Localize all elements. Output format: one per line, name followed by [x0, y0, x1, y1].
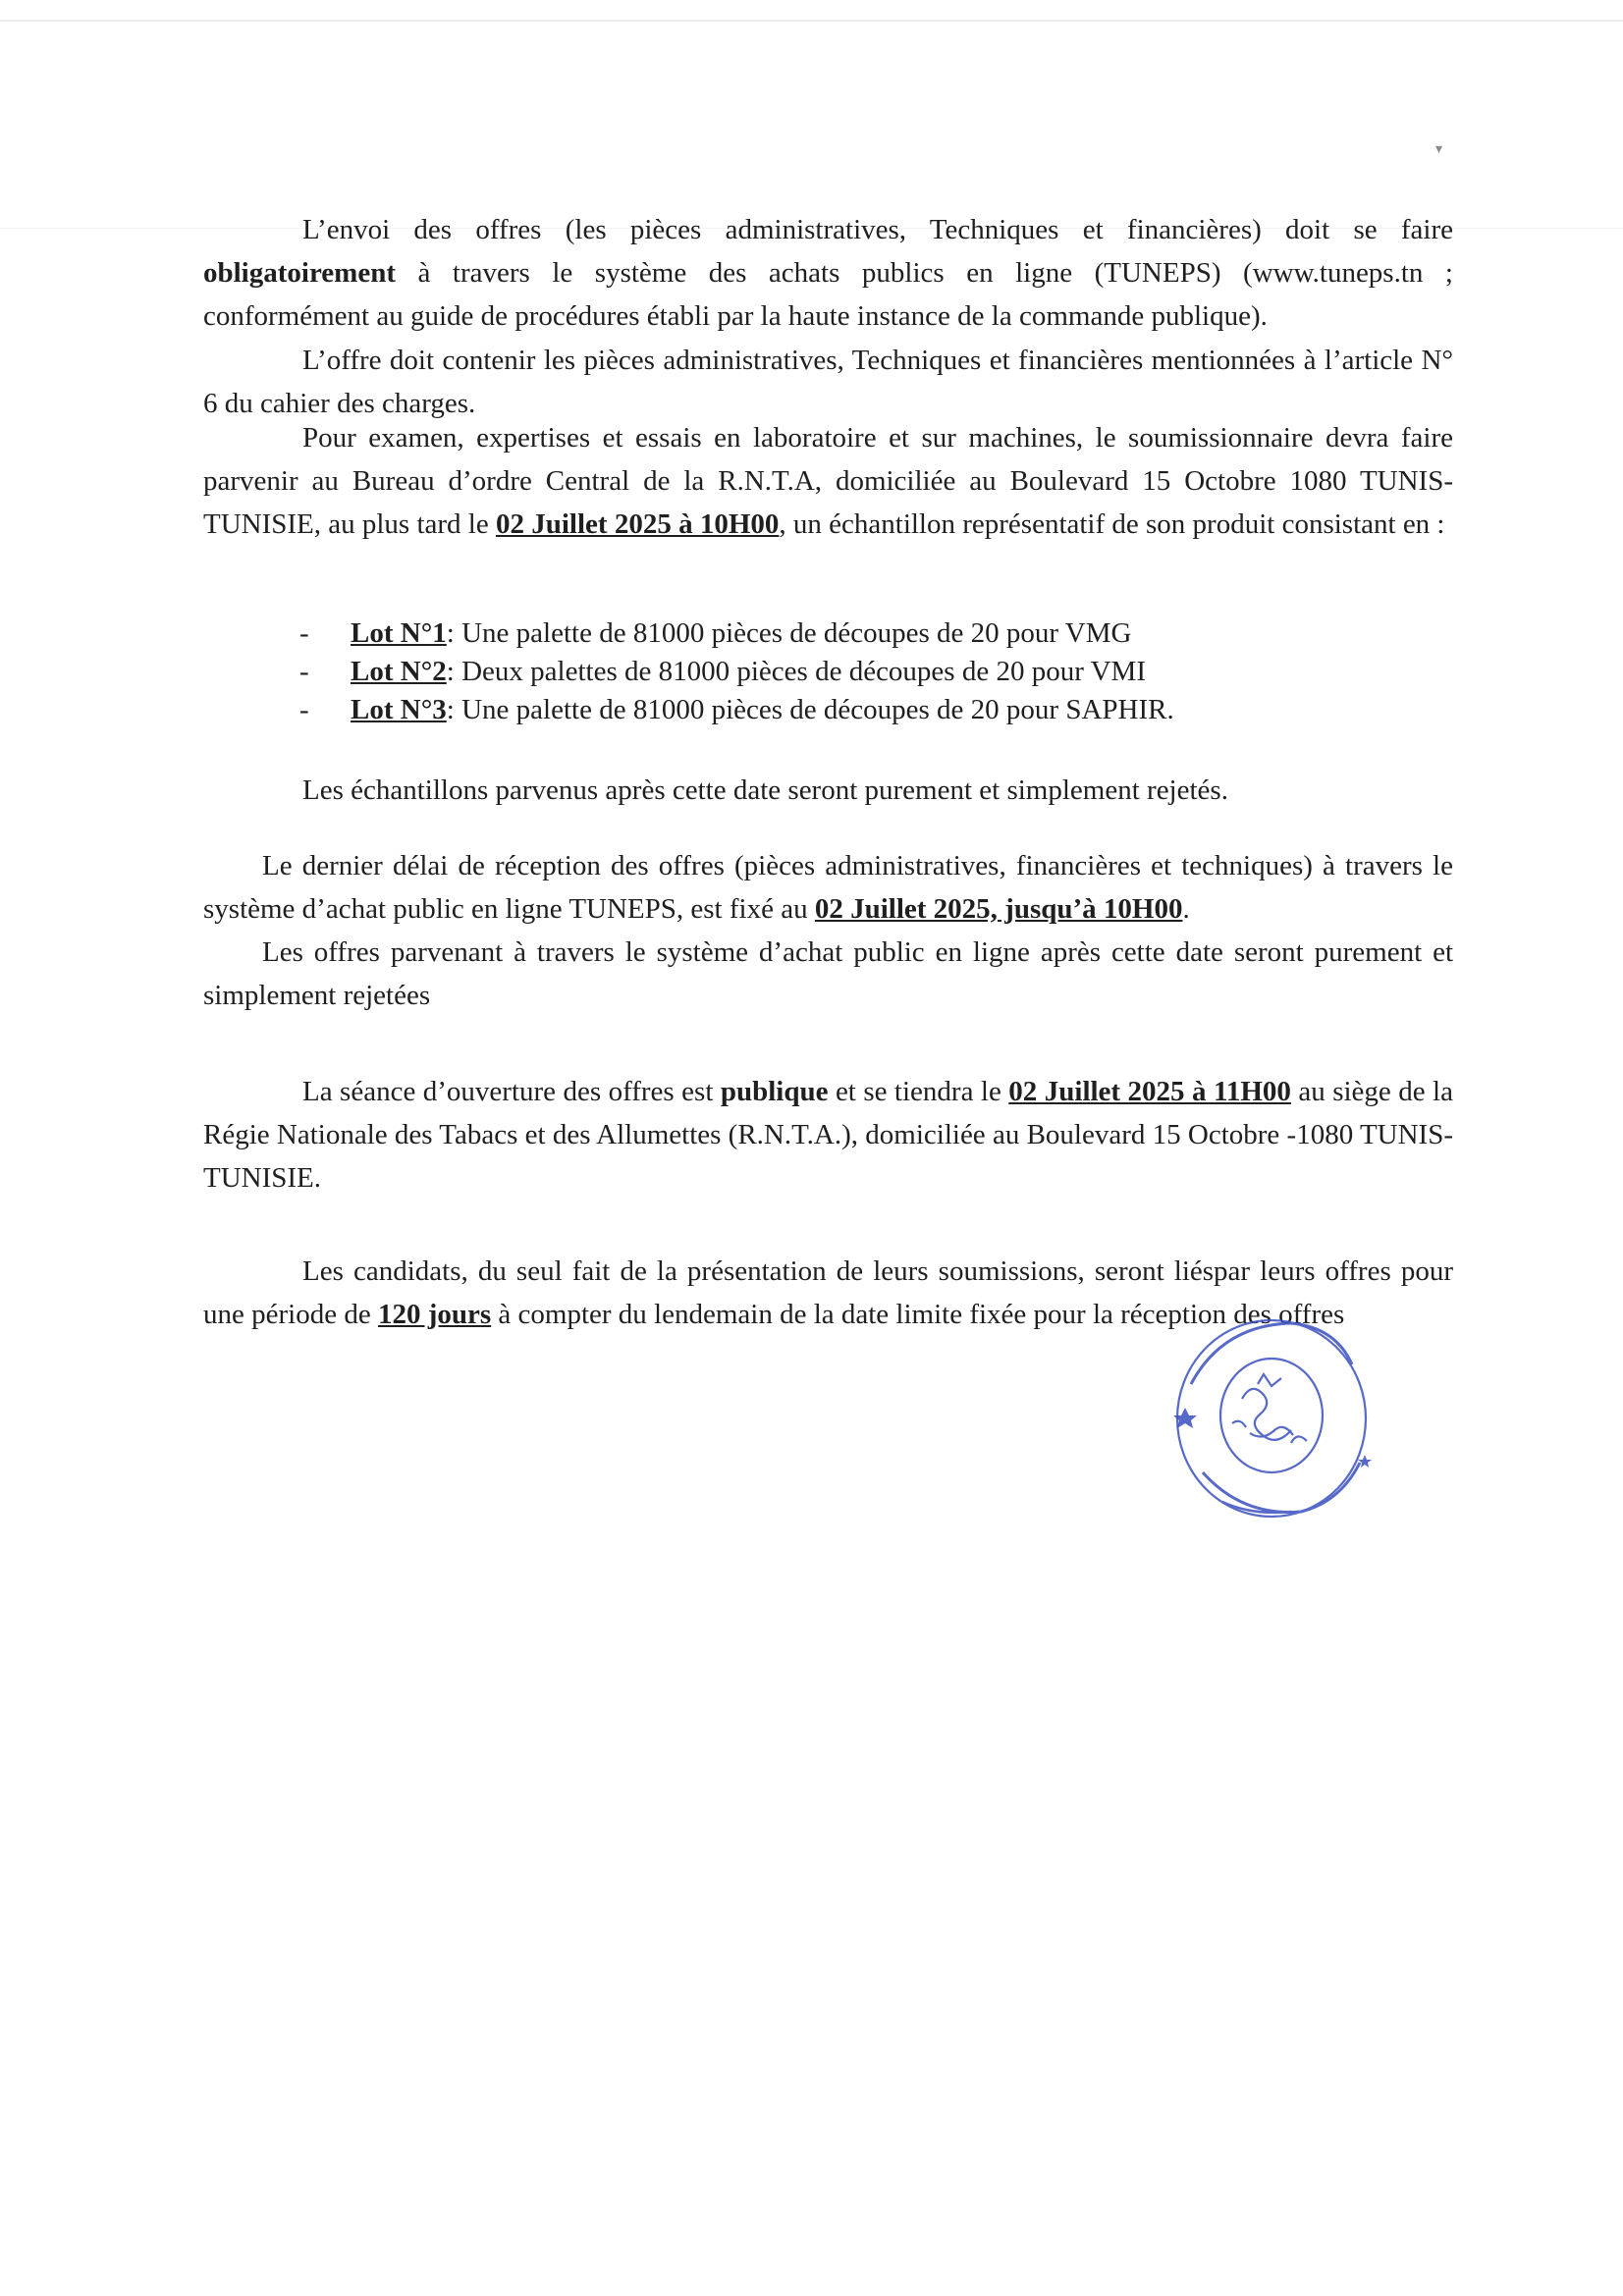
lot-label: Lot N°3 — [351, 694, 447, 725]
paragraph-text: , un échantillon représentatif de son produit consistant en : — [779, 508, 1445, 540]
paragraph-text: à travers le système des achats publics en ligne (TUNEPS) (www.tuneps.tn ; — [396, 257, 1453, 289]
scan-speck: ▾ — [1435, 142, 1443, 157]
sample-deadline: 02 Juillet 2025 à 10H00 — [496, 508, 780, 540]
lot-label: Lot N°1 — [351, 617, 447, 649]
bold-keyword: obligatoirement — [203, 257, 396, 289]
paragraph-submission-method — [203, 208, 1453, 338]
paragraph-text: Les candidats, du seul fait de la présentation de leurs soumissions, seront liéspar leurs offres pour une période de — [203, 1255, 1453, 1330]
paragraph-text: Les offres parvenant à travers le système d’achat public en ligne après cette date seront purement et simplement rejetées — [203, 936, 1453, 1011]
lot-description: : Une palette de 81000 pièces de découpes de 20 pour VMG — [446, 617, 1132, 649]
list-dash: - — [299, 656, 309, 687]
paragraph-offer-deadline — [203, 844, 1453, 1017]
paragraph-late-samples — [203, 769, 1453, 812]
validity-duration: 120 jours — [377, 1299, 492, 1330]
offer-deadline: 02 Juillet 2025, jusqu’à 10H00 — [814, 893, 1183, 925]
paragraph-text: La séance d’ouverture des offres est — [302, 1076, 721, 1107]
scan-artifact-line — [0, 20, 1623, 22]
paragraph-samples — [203, 416, 1453, 546]
lot-label: Lot N°2 — [351, 656, 447, 687]
paragraph-text: à compter du lendemain de la date limite fixée pour la réception des offres — [491, 1299, 1345, 1330]
list-item-lot-1 — [299, 614, 1380, 653]
paragraph-text: au siège de la Régie Nationale des Tabacs et des Allumettes (R.N.T.A.), domiciliée au Boulevard 15 Octobre -1080 TUNIS-TUNISIE. — [203, 1076, 1453, 1194]
list-item-lot-2 — [299, 653, 1380, 691]
paragraph-text: Les échantillons parvenus après cette date seront purement et simplement rejetés. — [302, 774, 1228, 806]
paragraph-text: L’offre doit contenir les pièces administratives, Techniques et financières mentionnées à l’article N° 6 du cahier des charges. — [203, 345, 1453, 419]
lot-description: : Une palette de 81000 pièces de découpes de 20 pour SAPHIR. — [446, 694, 1174, 725]
paragraph-text: conformément au guide de procédures établi par la haute instance de la commande publique). — [203, 300, 1268, 332]
official-seal-stamp-icon — [1163, 1306, 1380, 1541]
list-item-lot-3 — [299, 691, 1380, 729]
paragraph-opening-session — [203, 1070, 1453, 1200]
bold-keyword: publique — [720, 1076, 829, 1107]
paragraph-text: L’envoi des offres (les pièces administratives, Techniques et financières) doit se faire — [302, 214, 1453, 245]
lot-description: : Deux palettes de 81000 pièces de découpes de 20 pour VMI — [446, 656, 1146, 687]
paragraph-offer-content — [203, 339, 1453, 425]
list-dash: - — [299, 617, 309, 649]
list-dash: - — [299, 694, 309, 725]
paragraph-text: . — [1182, 893, 1190, 925]
paragraph-text: Pour examen, expertises et essais en laboratoire et sur machines, le soumissionnaire devra faire parvenir au Bureau d’ordre Central de la R.N.T.A, domiciliée au Boulevard 15 Octobre 1080 TUNIS-TUNISIE, au plus tard le — [203, 422, 1453, 540]
paragraph-text: Le dernier délai de réception des offres (pièces administratives, financières et techniques) à travers le système d’achat public en ligne TUNEPS, est fixé au — [203, 850, 1453, 925]
lots-list — [299, 614, 1380, 729]
paragraph-text: et se tiendra le — [828, 1076, 1009, 1107]
opening-date: 02 Juillet 2025 à 11H00 — [1008, 1076, 1291, 1107]
